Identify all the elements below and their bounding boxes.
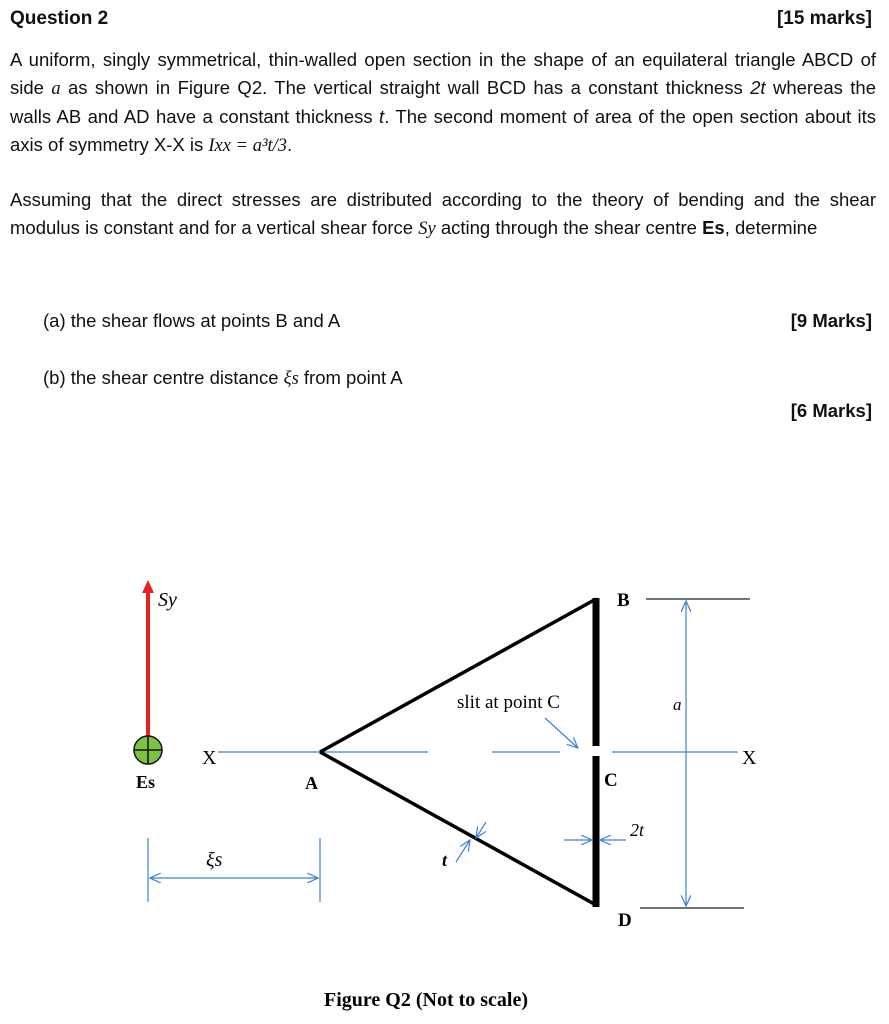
part-b-text: (b) the shear centre distance	[43, 367, 284, 388]
force-arrow-head	[142, 580, 154, 593]
statement-text: as shown in Figure Q2. The vertical straight wall BCD has a constant thickness	[60, 77, 751, 98]
point-a-label: A	[305, 773, 318, 793]
statement-text: whereas the walls AB and AD have a constant thickness	[10, 77, 876, 127]
force-label: Sy	[158, 589, 177, 611]
thickness-2t-label: 2t	[630, 820, 645, 840]
statement-text: . The second moment of area of the open section about its axis of symmetry X-X is	[10, 106, 877, 155]
wall-ab	[320, 599, 596, 752]
point-b-label: B	[617, 590, 630, 611]
thickness-t-label: t	[442, 850, 448, 870]
second-moment-formula: Ixx = a³t/3	[208, 136, 288, 156]
thickness-t-arrow-upper	[476, 822, 486, 838]
thickness-2t: 2t	[750, 77, 766, 98]
xi-symbol: ξs	[283, 369, 299, 389]
part-b-text: from point A	[298, 367, 403, 388]
side-a-label: a	[673, 695, 682, 714]
slit-pointer	[545, 718, 578, 748]
point-d-label: D	[618, 910, 632, 931]
statement-text: A uniform, singly symmetrical, thin-walled open section in the shape of an equilateral triangle ABCD of side	[10, 49, 876, 98]
axis-label-right: X	[742, 747, 757, 769]
thickness-t-arrow-lower	[456, 840, 470, 862]
figure-caption: Figure Q2 (Not to scale)	[324, 989, 529, 1011]
side-symbol: a	[51, 79, 61, 99]
axis-label-left: X	[202, 747, 217, 769]
slit-label: slit at point C	[457, 692, 560, 713]
question-title: Question 2	[10, 8, 109, 29]
part-a-marks: [9 Marks]	[790, 310, 872, 331]
xi-label: ξs	[206, 849, 223, 871]
point-c-label: C	[604, 770, 618, 791]
statement-text: , determine	[724, 217, 818, 238]
part-a: (a) the shear flows at points B and A	[43, 310, 341, 331]
part-b-marks: [6 Marks]	[790, 400, 872, 421]
shear-force-symbol: Sy	[418, 219, 436, 239]
shear-centre-symbol: Es	[702, 217, 725, 238]
statement-text: acting through the shear centre	[435, 217, 703, 238]
shear-centre-label: Es	[136, 772, 156, 792]
thickness-t: t	[379, 106, 385, 127]
total-marks: [15 marks]	[776, 8, 872, 29]
wall-ad	[320, 752, 596, 905]
statement-text: .	[287, 134, 293, 155]
statement-text: Assuming that the direct stresses are distributed according to the theory of bending and the shear modulus is constant and for a vertical shear force	[10, 189, 876, 238]
